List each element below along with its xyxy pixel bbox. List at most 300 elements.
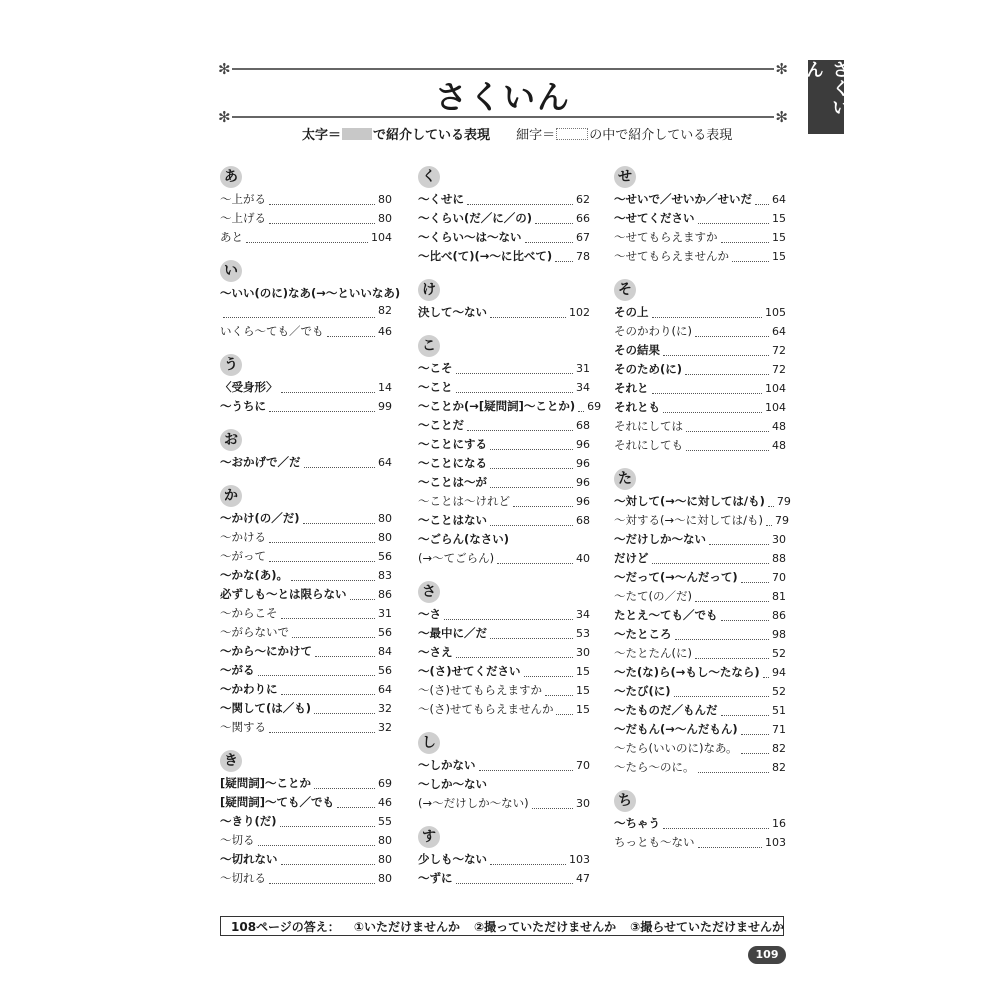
side-tab: さくいん [808,60,844,134]
entry-page: 103 [765,836,786,849]
index-entry [418,795,590,814]
index-section [418,581,590,720]
entry-page: 68 [576,419,590,432]
entry-page: 102 [569,306,590,319]
dot-leader [674,695,769,697]
index-section [220,485,392,738]
entry-text: たとえ～ても／でも [614,608,718,622]
index-entry [614,437,786,456]
index-entry [418,550,590,569]
entry-page: 84 [378,645,392,658]
entry-text: ～かわりに [220,682,278,696]
answer-3: ③撮らせていただけませんか [630,920,784,934]
index-entry [614,645,786,664]
index-entry [614,512,789,531]
entry-text: だけど [614,551,649,565]
index-entry [220,700,392,719]
entry-page: 15 [576,684,590,697]
index-entry [220,529,392,548]
index-entry [220,794,392,813]
index-entry [220,586,392,605]
section-heading: せ [614,166,636,188]
entry-text: (→～だけしか～ない) [418,796,529,810]
dot-leader [695,335,769,337]
entry-page: 88 [772,552,786,565]
entry-text: それにしては [614,419,683,433]
page-title: さくいん [434,78,571,116]
entry-text: ～たら～のに。 [614,760,695,774]
dot-leader [513,505,573,507]
entry-text: ～だけしか～ない [614,532,706,546]
dot-leader [269,731,375,733]
entry-page: 15 [576,703,590,716]
entry-text: [疑問詞]～ことか [220,776,312,790]
index-entry [418,851,590,870]
index-section [220,750,392,889]
index-entry [220,643,392,662]
dot-leader [768,505,774,507]
dot-leader [525,241,574,243]
index-entry [418,531,590,550]
index-entry [614,550,786,569]
dot-leader [350,598,376,600]
index-entry [614,380,786,399]
entry-page: 82 [772,742,786,755]
dot-leader [556,713,573,715]
index-entry [220,398,392,417]
dot-leader [456,391,574,393]
section-heading: あ [220,166,242,188]
dot-leader [535,222,573,224]
index-entry [614,815,786,834]
dot-leader [675,638,770,640]
index-entry [418,379,590,398]
entry-page: 46 [378,796,392,809]
index-entry [220,323,392,342]
index-section [614,790,786,853]
entry-text: ちっとも～ない [614,835,695,849]
entry-page: 32 [378,702,392,715]
index-entry [418,474,590,493]
entry-text: ～くせに [418,192,464,206]
dot-leader [314,787,375,789]
entry-page: 78 [576,250,590,263]
entry-page: 56 [378,550,392,563]
legend-solid-swatch [342,128,372,140]
index-entry [418,682,590,701]
entry-page: 52 [772,647,786,660]
entry-text: ～たら(いいのに)なあ。 [614,741,738,755]
dot-leader [467,429,573,431]
entry-text: 〈受身形〉 [220,380,278,394]
entry-text: ～ちゃう [614,816,660,830]
entry-page: 51 [772,704,786,717]
index-entry [220,229,392,248]
dot-leader [269,882,375,884]
entry-text: ～ことは～けれど [418,494,510,508]
entry-text: ～しか～ない [418,777,487,791]
entry-page: 46 [378,325,392,338]
index-section [418,279,590,323]
index-entry [614,569,786,588]
index-entry [614,834,786,853]
index-section [220,166,392,248]
entry-text: ～かけ(の／だ) [220,511,300,525]
entry-page: 79 [774,514,789,527]
index-entry [220,624,392,643]
entry-text: ～さ [418,607,441,621]
dot-leader [695,600,769,602]
entry-text: ～対して(→～に対しては/も) [614,494,765,508]
entry-text: ～ことは～が [418,475,487,489]
entry-text: ～対する(→～に対しては/も) [614,513,763,527]
index-entry [220,662,392,681]
entry-text: ～関する [220,720,266,734]
dot-leader [490,467,573,469]
dot-leader [280,825,375,827]
index-entry [220,681,392,700]
index-entry [614,361,786,380]
section-heading: こ [418,335,440,357]
dot-leader [281,693,376,695]
dot-leader [490,524,573,526]
index-entry [418,229,590,248]
entry-page: 72 [772,344,786,357]
index-entry [418,663,590,682]
entry-page: 15 [772,250,786,263]
dot-leader [698,771,770,773]
dot-leader [652,392,763,394]
index-entry [614,740,786,759]
entry-page: 15 [576,665,590,678]
index-entry [614,607,786,626]
entry-page: 64 [378,683,392,696]
entry-text: ～(さ)せてもらえませんか [418,702,554,716]
dot-leader [741,752,769,754]
dot-leader [686,430,769,432]
entry-text: ～こそ [418,361,453,375]
entry-page: 30 [772,533,786,546]
entry-text: ～くらい～は～ない [418,230,522,244]
index-section [418,826,590,889]
dot-leader [490,637,573,639]
entry-text: ～せてください [614,211,695,225]
dot-leader [532,807,573,809]
entry-text: ～切る [220,833,255,847]
section-heading: う [220,354,242,376]
entry-page: 68 [576,514,590,527]
dot-leader [258,674,376,676]
entry-page: 96 [576,457,590,470]
ornament-icon: ✻ [218,60,231,78]
entry-text: ～ごらん(なさい) [418,532,510,546]
index-section [614,468,791,778]
entry-text: ～たものだ／もんだ [614,703,718,717]
entry-text: ～うちに [220,399,266,413]
entry-text: ～いい(のに)なあ(→～といいなあ) [220,286,401,300]
index-entry [614,323,786,342]
entry-text: ～せてもらえますか [614,230,718,244]
dot-leader [555,260,573,262]
entry-text: ～(さ)せてください [418,664,521,678]
entry-text: ～切れない [220,852,278,866]
dot-leader [479,769,574,771]
section-heading: さ [418,581,440,603]
entry-page: 31 [576,362,590,375]
dot-leader [269,560,375,562]
entry-page: 62 [576,193,590,206]
index-section [220,354,392,417]
entry-page: 96 [576,438,590,451]
entry-text: ～からこそ [220,606,278,620]
index-entry [614,588,786,607]
dot-leader [721,241,770,243]
ornament-icon: ✻ [775,108,788,126]
index-entry [220,719,392,738]
entry-page: 80 [378,531,392,544]
section-heading: く [418,166,440,188]
dot-leader [490,316,566,318]
section-heading: き [220,750,242,772]
answer-2: ②撮っていただけませんか [473,920,617,934]
section-heading: ち [614,790,636,812]
dot-leader [709,543,769,545]
index-entry [614,229,786,248]
index-entry [418,870,590,889]
section-heading: け [418,279,440,301]
dot-leader [314,712,375,714]
index-section [614,166,786,267]
entry-page: 80 [378,872,392,885]
dot-leader [652,562,770,564]
entry-page: 64 [772,193,786,206]
dot-leader [281,863,376,865]
section-heading: そ [614,279,636,301]
entry-page: 82 [378,304,392,317]
dot-leader [246,241,368,243]
entry-page: 86 [772,609,786,622]
entry-text: ～せてもらえませんか [614,249,729,263]
entry-text: ～(さ)せてもらえますか [418,683,542,697]
entry-page: 81 [772,590,786,603]
title-rule-top [232,68,774,70]
entry-text: ～がって [220,549,266,563]
legend-dotted-swatch [556,128,588,140]
dot-leader [578,410,584,412]
entry-page: 67 [576,231,590,244]
dot-leader [497,562,573,564]
entry-page: 69 [587,400,602,413]
entry-text: ～切れる [220,871,266,885]
index-section [220,429,392,473]
entry-page: 14 [378,381,392,394]
dot-leader [685,373,769,375]
entry-page: 30 [576,797,590,810]
entry-page: 16 [772,817,786,830]
entry-text: ～だって(→～んだって) [614,570,738,584]
entry-text: ～から～にかけて [220,644,312,658]
entry-text: それにしても [614,438,683,452]
entry-text: ～きり(だ) [220,814,277,828]
page-number: 109 [748,946,786,964]
dot-leader [269,222,375,224]
index-entry [418,701,590,720]
index-entry [418,493,590,512]
legend-bold [302,128,490,144]
title-bar [218,58,788,126]
index-column-2 [418,166,602,901]
entry-text: ～ことはない [418,513,487,527]
entry-page: 64 [772,325,786,338]
entry-text: ～おかげで／だ [220,455,301,469]
index-entry [220,775,392,794]
entry-text: (→～てごらん) [418,551,495,565]
legend-thin-label: 細字＝ [516,128,556,143]
dot-leader [663,411,762,413]
index-entry [614,683,786,702]
entry-text: [疑問詞]～ても／でも [220,795,335,809]
dot-leader [663,354,769,356]
entry-page: 103 [569,853,590,866]
index-entry [614,626,786,645]
index-entry [220,454,392,473]
index-entry [614,399,786,418]
entry-text: ～比べ(て)(→～に比べて) [418,249,553,263]
legend-bold-desc: で紹介している表現 [373,128,491,143]
entry-text: そのかわり(に) [614,324,692,338]
index-entry [220,870,392,889]
entry-text: ～最中に／だ [418,626,487,640]
dot-leader [456,372,574,374]
entry-text: ～ことになる [418,456,487,470]
dot-leader [698,222,770,224]
dot-leader [490,863,566,865]
entry-text: ～たび(に) [614,684,671,698]
entry-page: 47 [576,872,590,885]
index-entry [220,191,392,210]
dot-leader [269,410,375,412]
index-entry [418,625,590,644]
entry-page: 98 [772,628,786,641]
dot-leader [304,466,376,468]
entry-page: 32 [378,721,392,734]
index-entry [220,851,392,870]
ornament-icon: ✻ [775,60,788,78]
entry-page: 71 [772,723,786,736]
index-entry [220,832,392,851]
index-entry [418,436,590,455]
index-entry [614,702,786,721]
entry-page: 94 [772,666,786,679]
dot-leader [763,676,769,678]
index-entry [418,360,590,379]
dot-leader [755,203,769,205]
entry-text: ～せいで／せいか／せいだ [614,192,752,206]
dot-leader [741,733,769,735]
section-heading: い [220,260,242,282]
dot-leader [545,694,573,696]
index-entry [418,606,590,625]
entry-page: 40 [576,552,590,565]
dot-leader [741,581,769,583]
entry-page: 104 [765,382,786,395]
entry-text: ～ずに [418,871,453,885]
index-entry [220,379,392,398]
index-entry [614,191,786,210]
entry-page: 80 [378,834,392,847]
entry-page: 15 [772,231,786,244]
index-entry [614,531,786,550]
dot-leader [686,449,769,451]
entry-page: 80 [378,212,392,225]
dot-leader [695,657,769,659]
entry-page: 86 [378,588,392,601]
entry-text: そのため(に) [614,362,683,376]
entry-text: ～かける [220,530,266,544]
dot-leader [292,636,375,638]
entry-page: 83 [378,569,392,582]
entry-page: 96 [576,495,590,508]
section-heading: し [418,732,440,754]
entry-page: 30 [576,646,590,659]
entry-page: 104 [765,401,786,414]
dot-leader [269,203,375,205]
legend [302,128,733,152]
index-entry [220,813,392,832]
dot-leader [456,882,574,884]
entry-page: 79 [776,495,791,508]
entry-text: ～しかない [418,758,476,772]
entry-page: 56 [378,664,392,677]
index-entry [418,776,590,795]
entry-text: ～がらないで [220,625,289,639]
entry-page: 105 [765,306,786,319]
entry-page: 82 [772,761,786,774]
section-heading: か [220,485,242,507]
index-column-3 [614,166,791,865]
entry-text: ～さえ [418,645,453,659]
index-section [418,335,602,569]
index-entry [220,210,392,229]
entry-page: 96 [576,476,590,489]
index-entry [418,191,590,210]
index-entry [418,248,590,267]
dot-leader [698,846,763,848]
index-entry [220,510,392,529]
entry-text: ～関して(は／も) [220,701,312,715]
dot-leader [281,617,376,619]
ornament-icon: ✻ [218,108,231,126]
index-entry [418,304,590,323]
index-entry [614,248,786,267]
index-entry [418,455,590,474]
dot-leader [281,391,376,393]
entry-text: ～くらい(だ／に／の) [418,211,533,225]
answer-1: ①いただけませんか [353,920,460,934]
index-entry [220,567,392,586]
index-entry [614,721,786,740]
index-entry [614,304,786,323]
dot-leader [766,524,772,526]
entry-page: 48 [772,420,786,433]
index-entry [418,417,590,436]
entry-page: 80 [378,512,392,525]
index-entry [418,398,602,417]
section-heading: た [614,468,636,490]
entry-text: ～ことにする [418,437,487,451]
entry-page: 48 [772,439,786,452]
entry-text: 必ずしも～とは限らない [220,587,347,601]
